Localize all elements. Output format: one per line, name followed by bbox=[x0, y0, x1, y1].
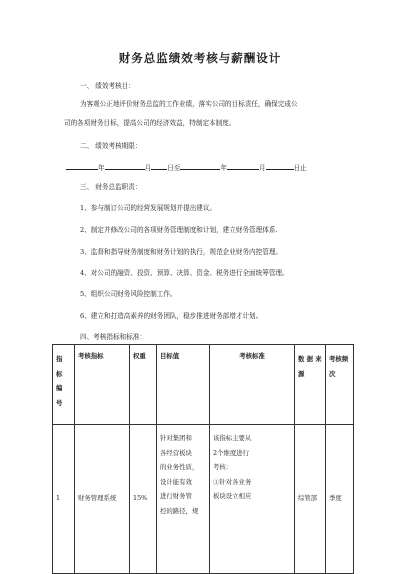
cell-standard: 该指标主要从 2个维度进行 考核： ①针对各业务 板块设立相应 bbox=[210, 425, 295, 574]
section-heading-3: 三、 财务总监职责： bbox=[80, 183, 142, 191]
cell-target: 针对集团和 各经营板块 的业务性质， 设计能有效 进行财务管 控的路径，规 bbox=[157, 425, 210, 574]
cell-id: 1 bbox=[53, 425, 75, 574]
duty-item: 2、制定并修改公司的各项财务管理制度和计划，建立财务管理体系. bbox=[80, 226, 278, 234]
duty-item: 4、对公司的融资、投资、预算、决算、资金、税务进行全面统筹管理。 bbox=[80, 269, 289, 277]
duty-item: 5、组织公司财务风险控制工作。 bbox=[80, 290, 177, 298]
period-month-label: 月 bbox=[144, 164, 152, 172]
period-month-label-2: 月 bbox=[258, 164, 266, 172]
assessment-period-line bbox=[66, 162, 307, 173]
kpi-table bbox=[52, 344, 354, 574]
section-heading-4: 四、考核指标和标准： bbox=[80, 333, 146, 341]
blank-field bbox=[180, 162, 220, 170]
intro-line-2: 司的各项财务目标，提高公司的经济效益，特制定本制度。 bbox=[64, 119, 236, 127]
cell-frequency: 季度 bbox=[326, 425, 354, 574]
blank-field bbox=[266, 162, 294, 170]
header-target: 目标值 bbox=[157, 345, 210, 425]
section-heading-1: 一、 绩效考核目： bbox=[80, 82, 135, 90]
table-header-row bbox=[53, 345, 354, 425]
blank-field bbox=[227, 162, 259, 170]
cell-indicator: 财务管理系统 bbox=[75, 425, 130, 574]
header-source: 数 据 来 源 bbox=[295, 345, 326, 425]
header-frequency: 考核频 次 bbox=[326, 345, 354, 425]
cell-weight: 15% bbox=[130, 425, 157, 574]
blank-field bbox=[151, 162, 167, 170]
duty-item: 1、参与制订公司的经营发展规划并提出建议。 bbox=[80, 204, 217, 212]
header-weight: 权重 bbox=[130, 345, 157, 425]
duty-item: 6、建立和打造高素养的财务团队，稳步推进财务部增才计划。 bbox=[80, 312, 263, 320]
header-indicator: 考核指标 bbox=[75, 345, 130, 425]
table-row bbox=[53, 425, 354, 574]
blank-field bbox=[105, 162, 145, 170]
document-title: 财务总监绩效考核与薪酬设计 bbox=[118, 51, 282, 65]
header-indicator-id: 指 标 编 号 bbox=[53, 345, 75, 425]
header-standard: 考核标准 bbox=[210, 345, 295, 425]
period-day-to-label: 日至 bbox=[167, 164, 181, 172]
duty-item: 3、监督和指导财务制度和财务计划的执行，规范企业财务内控管理。 bbox=[80, 248, 283, 256]
intro-line-1: 为客观公正地评价财务总监的工作业绩，落实公司的目标责任，确保完成公 bbox=[80, 100, 298, 108]
cell-source: 综管部 bbox=[295, 425, 326, 574]
section-heading-2: 二、 绩效考核期限： bbox=[80, 142, 142, 150]
blank-field bbox=[66, 162, 98, 170]
period-year-label-2: 年 bbox=[220, 164, 227, 172]
period-day-end-label: 日止 bbox=[293, 164, 307, 172]
period-year-label: 年 bbox=[98, 164, 105, 172]
